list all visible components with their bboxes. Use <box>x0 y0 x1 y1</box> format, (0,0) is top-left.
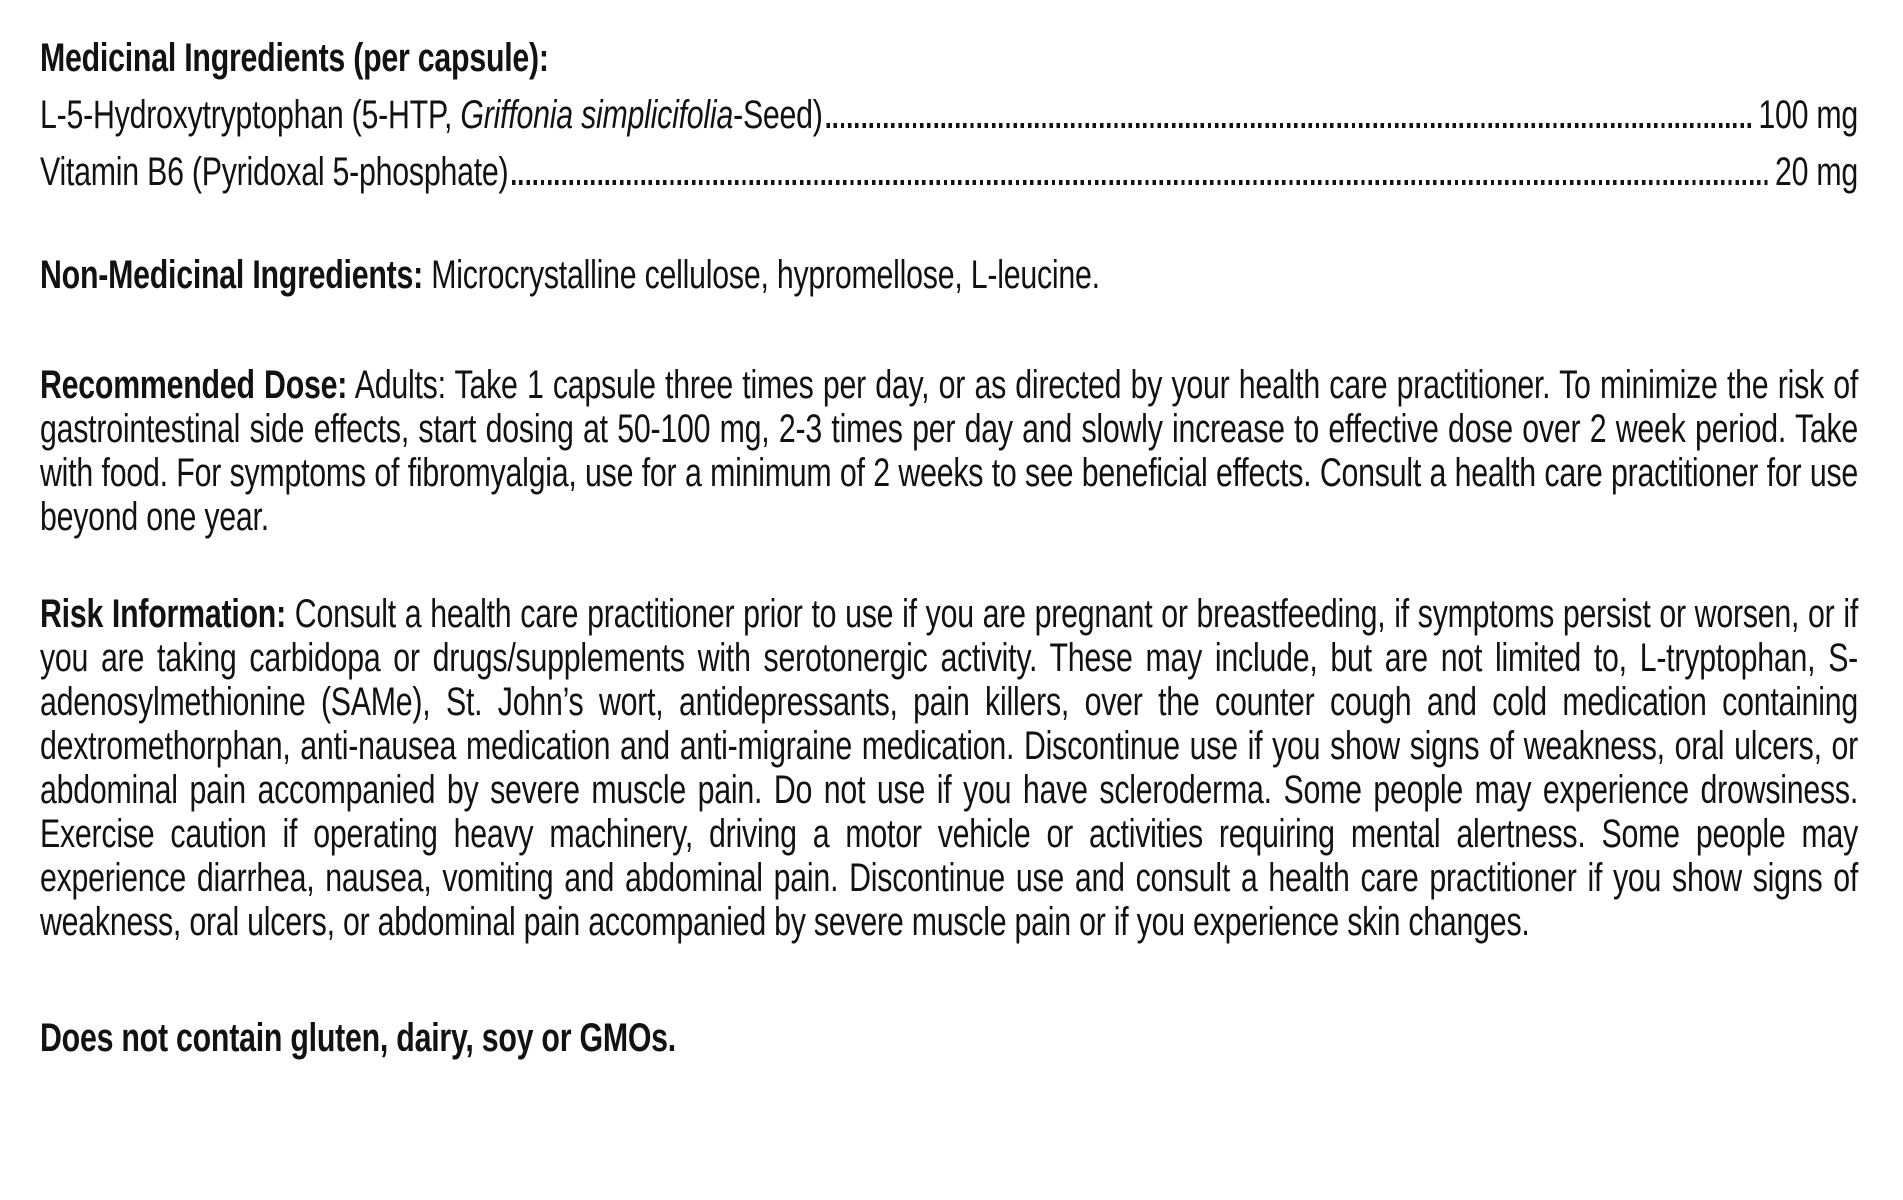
recommended-dose-label: Recommended Dose: <box>40 363 348 407</box>
non-medicinal-text: Microcrystalline cellulose, hypromellose, L-leucine. <box>431 253 1100 297</box>
non-medicinal-paragraph <box>40 253 1858 297</box>
ingredient-name-text: Vitamin B6 (Pyridoxal 5-phosphate) <box>40 150 509 194</box>
label-text-block <box>40 30 1858 1060</box>
medicinal-ingredients-heading: Medicinal Ingredients (per capsule): <box>40 36 549 80</box>
contains-statement: Does not contain gluten, dairy, soy or GMOs. <box>40 1016 677 1060</box>
medicinal-ingredients-section <box>40 30 1858 201</box>
non-medicinal-label: Non-Medicinal Ingredients: <box>40 253 424 297</box>
risk-information-section <box>40 592 1858 944</box>
ingredient-name-suffix: -Seed) <box>733 93 823 137</box>
non-medicinal-ingredients-section <box>40 253 1858 297</box>
ingredient-amount: 20 mg <box>1774 150 1859 194</box>
recommended-dose-text: Adults: Take 1 capsule three times per day, or as directed by your health care practitioner. To minimize the risk of gastrointestinal side effects, start dosing at 50-100 mg, 2-3 times per day and slowly increase to effective dose over 2 week period. Take with food. For symptoms of fibromyalgia, use for a minimum of 2 weeks to see beneficial effects. Consult a health care practitioner for use beyond one year. <box>40 363 1859 539</box>
ingredient-name-text: L-5-Hydroxytryptophan (5-HTP, <box>40 93 461 137</box>
dotted-leader <box>512 180 1771 186</box>
ingredient-name <box>40 87 823 144</box>
ingredient-name <box>40 144 508 201</box>
dotted-leader <box>826 123 1754 129</box>
ingredient-amount: 100 mg <box>1758 93 1859 137</box>
contains-statement-section <box>40 1016 1858 1060</box>
recommended-dose-paragraph <box>40 363 1858 539</box>
ingredient-name-latin: Griffonia simplicifolia <box>460 93 734 137</box>
risk-information-label: Risk Information: <box>40 592 286 636</box>
risk-information-text: Consult a health care practitioner prior to use if you are pregnant or breastfeeding, if symptoms persist or worsen, or if you are taking carbidopa or drugs/supplements with serotonergic activity. These may include, but are not limited to, L-tryptophan, S-adenosylmethionine (SAMe), St. John’s wort, antidepressants, pain killers, over the counter cough and cold medication containing dextromethorphan, anti-nausea medication and anti-migraine medication. Discontinue use if you show signs of weakness, oral ulcers, or abdominal pain accompanied by severe muscle pain. Do not use if you have scleroderma. Some people may experience drowsiness. Exercise caution if operating heavy machinery, driving a motor vehicle or activities requiring mental alertness. Some people may experience diarrhea, nausea, vomiting and abdominal pain. Discontinue use and consult a health care practitioner if you show signs of weakness, oral ulcers, or abdominal pain accompanied by severe muscle pain or if you experience skin changes. <box>40 592 1859 944</box>
risk-information-paragraph <box>40 592 1858 944</box>
ingredient-row <box>40 144 1858 201</box>
recommended-dose-section <box>40 363 1858 539</box>
ingredient-row <box>40 87 1858 144</box>
